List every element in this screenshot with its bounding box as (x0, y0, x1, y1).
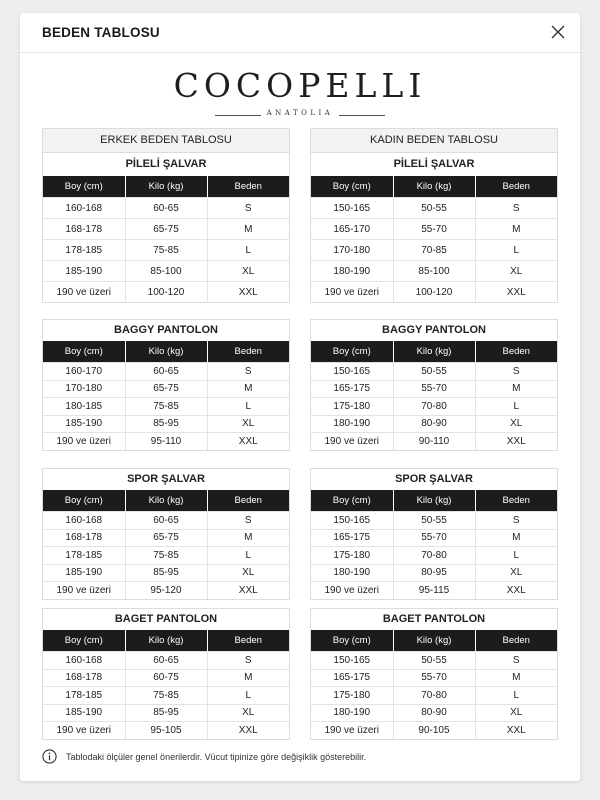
logo-wordmark: COCOPELLI (173, 66, 427, 105)
table-row (311, 363, 557, 381)
weight-cell: 70-80 (393, 547, 475, 565)
table-row (311, 433, 557, 450)
table-row (43, 198, 289, 219)
height-cell: 180-190 (311, 415, 393, 433)
weight-cell: 95-110 (125, 433, 207, 450)
height-cell: 190 ve üzeri (311, 433, 393, 450)
height-cell: 165-175 (311, 529, 393, 547)
size-cell: L (475, 687, 557, 705)
height-cell: 180-190 (311, 704, 393, 722)
table-row (311, 415, 557, 433)
height-cell: 175-180 (311, 547, 393, 565)
table-row (43, 652, 289, 670)
size-cell: S (207, 512, 289, 530)
height-cell: 168-178 (43, 529, 125, 547)
weight-cell: 50-55 (393, 652, 475, 670)
table-row (43, 433, 289, 450)
table-row (43, 669, 289, 687)
weight-cell: 65-75 (125, 380, 207, 398)
modal-header (20, 13, 580, 53)
size-cell: L (475, 547, 557, 565)
table-row (311, 722, 557, 739)
height-cell: 185-190 (43, 564, 125, 582)
size-cell: XL (207, 415, 289, 433)
weight-cell: 65-75 (125, 529, 207, 547)
size-chart-modal (20, 13, 580, 781)
table-title: SPOR ŞALVAR (127, 473, 205, 485)
height-cell: 178-185 (43, 547, 125, 565)
size-cell: XXL (475, 582, 557, 599)
size-cell: M (207, 219, 289, 240)
size-cell: XL (207, 261, 289, 282)
table-row (43, 380, 289, 398)
men-section-title: ERKEK BEDEN TABLOSU (43, 129, 289, 153)
size-cell: M (207, 380, 289, 398)
weight-cell: 60-75 (125, 669, 207, 687)
weight-cell: 100-120 (125, 282, 207, 303)
table-header-row (311, 630, 557, 652)
size-cell: XXL (207, 282, 289, 303)
table-row (311, 704, 557, 722)
height-cell: 185-190 (43, 415, 125, 433)
logo-subtitle: ANATOLIA (266, 109, 334, 117)
table-title: SPOR ŞALVAR (395, 473, 473, 485)
column-header-boy: Boy (cm) (311, 490, 393, 512)
size-cell: M (475, 529, 557, 547)
info-icon (42, 749, 57, 764)
height-cell: 160-168 (43, 652, 125, 670)
size-cell: XXL (207, 722, 289, 739)
size-cell: L (475, 240, 557, 261)
weight-cell: 85-100 (125, 261, 207, 282)
table-row (43, 261, 289, 282)
table-row (43, 564, 289, 582)
modal-title: BEDEN TABLOSU (42, 25, 160, 40)
height-cell: 170-180 (43, 380, 125, 398)
table-row (43, 398, 289, 416)
table-row (311, 547, 557, 565)
size-cell: XXL (475, 282, 557, 303)
height-cell: 190 ve üzeri (43, 582, 125, 599)
height-cell: 185-190 (43, 704, 125, 722)
column-header-beden: Beden (207, 341, 289, 363)
table-row (311, 529, 557, 547)
table-header-row (43, 176, 289, 198)
table-row (43, 219, 289, 240)
weight-cell: 60-65 (125, 363, 207, 381)
women-pileli-salvar-table (310, 128, 558, 303)
table-row (311, 564, 557, 582)
height-cell: 175-180 (311, 687, 393, 705)
table-header-row (43, 630, 289, 652)
weight-cell: 75-85 (125, 547, 207, 565)
size-cell: S (207, 652, 289, 670)
table-header-row (43, 341, 289, 363)
table-header-row (311, 176, 557, 198)
women-spor-salvar-table (310, 468, 558, 600)
height-cell: 180-190 (311, 261, 393, 282)
column-header-boy: Boy (cm) (311, 176, 393, 198)
height-cell: 165-175 (311, 669, 393, 687)
height-cell: 168-178 (43, 669, 125, 687)
table-row (43, 582, 289, 599)
column-header-beden: Beden (475, 630, 557, 652)
column-header-beden: Beden (207, 490, 289, 512)
table-title: BAGET PANTOLON (114, 613, 218, 625)
size-cell: XL (475, 261, 557, 282)
size-cell: M (475, 219, 557, 240)
table-row (43, 687, 289, 705)
height-cell: 170-180 (311, 240, 393, 261)
height-cell: 180-190 (311, 564, 393, 582)
column-header-boy: Boy (cm) (311, 341, 393, 363)
column-header-kilo: Kilo (kg) (125, 341, 207, 363)
column-header-beden: Beden (207, 630, 289, 652)
height-cell: 150-165 (311, 652, 393, 670)
height-cell: 168-178 (43, 219, 125, 240)
column-header-boy: Boy (cm) (43, 630, 125, 652)
weight-cell: 85-95 (125, 564, 207, 582)
table-row (43, 240, 289, 261)
column-header-boy: Boy (cm) (311, 630, 393, 652)
size-cell: XL (475, 704, 557, 722)
size-cell: M (207, 669, 289, 687)
column-header-beden: Beden (207, 176, 289, 198)
weight-cell: 80-90 (393, 415, 475, 433)
column-header-kilo: Kilo (kg) (393, 630, 475, 652)
height-cell: 150-165 (311, 512, 393, 530)
height-cell: 180-185 (43, 398, 125, 416)
table-title: PİLELİ ŞALVAR (393, 158, 475, 170)
size-cell: XL (475, 415, 557, 433)
table-header-row (311, 490, 557, 512)
column-header-kilo: Kilo (kg) (125, 176, 207, 198)
close-button[interactable] (546, 20, 570, 44)
weight-cell: 70-85 (393, 240, 475, 261)
size-cell: S (207, 363, 289, 381)
size-cell: L (207, 398, 289, 416)
table-header-row (43, 490, 289, 512)
table-row (43, 547, 289, 565)
table-row (311, 380, 557, 398)
men-baget-pantolon-table (42, 608, 290, 740)
weight-cell: 95-105 (125, 722, 207, 739)
men-pileli-salvar-table (42, 128, 290, 303)
weight-cell: 80-95 (393, 564, 475, 582)
table-row (43, 529, 289, 547)
height-cell: 150-165 (311, 363, 393, 381)
table-title: BAGGY PANTOLON (114, 324, 218, 336)
close-icon (546, 20, 570, 44)
height-cell: 190 ve üzeri (311, 582, 393, 599)
size-cell: M (475, 669, 557, 687)
weight-cell: 60-65 (125, 652, 207, 670)
weight-cell: 60-65 (125, 512, 207, 530)
size-cell: XXL (475, 433, 557, 450)
column-header-kilo: Kilo (kg) (125, 630, 207, 652)
weight-cell: 90-110 (393, 433, 475, 450)
height-cell: 165-175 (311, 380, 393, 398)
table-row (43, 722, 289, 739)
size-cell: L (207, 240, 289, 261)
weight-cell: 55-70 (393, 669, 475, 687)
table-row (43, 282, 289, 303)
weight-cell: 70-80 (393, 398, 475, 416)
height-cell: 190 ve üzeri (43, 282, 125, 303)
column-header-kilo: Kilo (kg) (393, 176, 475, 198)
weight-cell: 55-70 (393, 219, 475, 240)
women-section-title: KADIN BEDEN TABLOSU (311, 129, 557, 153)
height-cell: 175-180 (311, 398, 393, 416)
weight-cell: 50-55 (393, 512, 475, 530)
height-cell: 190 ve üzeri (43, 722, 125, 739)
column-header-kilo: Kilo (kg) (393, 341, 475, 363)
height-cell: 165-170 (311, 219, 393, 240)
men-baggy-pantolon-table (42, 319, 290, 451)
size-cell: XL (207, 564, 289, 582)
table-row (311, 652, 557, 670)
height-cell: 160-170 (43, 363, 125, 381)
weight-cell: 85-95 (125, 704, 207, 722)
divider (339, 115, 385, 116)
size-cell: XL (207, 704, 289, 722)
size-cell: XXL (475, 722, 557, 739)
table-row (311, 198, 557, 219)
weight-cell: 75-85 (125, 398, 207, 416)
size-cell: S (475, 198, 557, 219)
table-row (311, 240, 557, 261)
table-row (311, 582, 557, 599)
column-header-beden: Beden (475, 341, 557, 363)
weight-cell: 65-75 (125, 219, 207, 240)
height-cell: 190 ve üzeri (311, 722, 393, 739)
table-row (311, 398, 557, 416)
weight-cell: 50-55 (393, 363, 475, 381)
men-spor-salvar-table (42, 468, 290, 600)
table-header-row (311, 341, 557, 363)
table-row (43, 363, 289, 381)
weight-cell: 95-115 (393, 582, 475, 599)
height-cell: 185-190 (43, 261, 125, 282)
disclaimer-text: Tablodaki ölçüler genel önerilerdir. Vücut tipinize göre değişiklik gösterebilir. (66, 752, 367, 762)
height-cell: 160-168 (43, 512, 125, 530)
height-cell: 190 ve üzeri (311, 282, 393, 303)
weight-cell: 85-95 (125, 415, 207, 433)
size-cell: S (475, 363, 557, 381)
weight-cell: 95-120 (125, 582, 207, 599)
size-cell: XL (475, 564, 557, 582)
table-row (43, 704, 289, 722)
brand-logo (20, 66, 580, 121)
size-cell: XXL (207, 433, 289, 450)
weight-cell: 100-120 (393, 282, 475, 303)
size-cell: L (475, 398, 557, 416)
table-row (43, 512, 289, 530)
column-header-boy: Boy (cm) (43, 490, 125, 512)
weight-cell: 75-85 (125, 240, 207, 261)
column-header-boy: Boy (cm) (43, 341, 125, 363)
height-cell: 178-185 (43, 240, 125, 261)
column-header-kilo: Kilo (kg) (393, 490, 475, 512)
size-cell: XXL (207, 582, 289, 599)
weight-cell: 80-90 (393, 704, 475, 722)
height-cell: 150-165 (311, 198, 393, 219)
weight-cell: 75-85 (125, 687, 207, 705)
size-cell: S (475, 652, 557, 670)
weight-cell: 50-55 (393, 198, 475, 219)
weight-cell: 90-105 (393, 722, 475, 739)
table-row (311, 282, 557, 303)
column-header-beden: Beden (475, 490, 557, 512)
column-header-boy: Boy (cm) (43, 176, 125, 198)
size-cell: L (207, 687, 289, 705)
weight-cell: 55-70 (393, 380, 475, 398)
table-row (311, 669, 557, 687)
table-row (43, 415, 289, 433)
weight-cell: 70-80 (393, 687, 475, 705)
table-row (311, 261, 557, 282)
women-baggy-pantolon-table (310, 319, 558, 451)
table-title: BAGGY PANTOLON (382, 324, 486, 336)
table-row (311, 512, 557, 530)
weight-cell: 60-65 (125, 198, 207, 219)
height-cell: 160-168 (43, 198, 125, 219)
table-row (311, 219, 557, 240)
weight-cell: 55-70 (393, 529, 475, 547)
table-title: PİLELİ ŞALVAR (125, 158, 207, 170)
size-cell: M (207, 529, 289, 547)
weight-cell: 85-100 (393, 261, 475, 282)
column-header-beden: Beden (475, 176, 557, 198)
height-cell: 190 ve üzeri (43, 433, 125, 450)
size-cell: M (475, 380, 557, 398)
size-cell: L (207, 547, 289, 565)
table-row (311, 687, 557, 705)
table-title: BAGET PANTOLON (382, 613, 486, 625)
size-cell: S (475, 512, 557, 530)
size-cell: S (207, 198, 289, 219)
women-baget-pantolon-table (310, 608, 558, 740)
height-cell: 178-185 (43, 687, 125, 705)
column-header-kilo: Kilo (kg) (125, 490, 207, 512)
